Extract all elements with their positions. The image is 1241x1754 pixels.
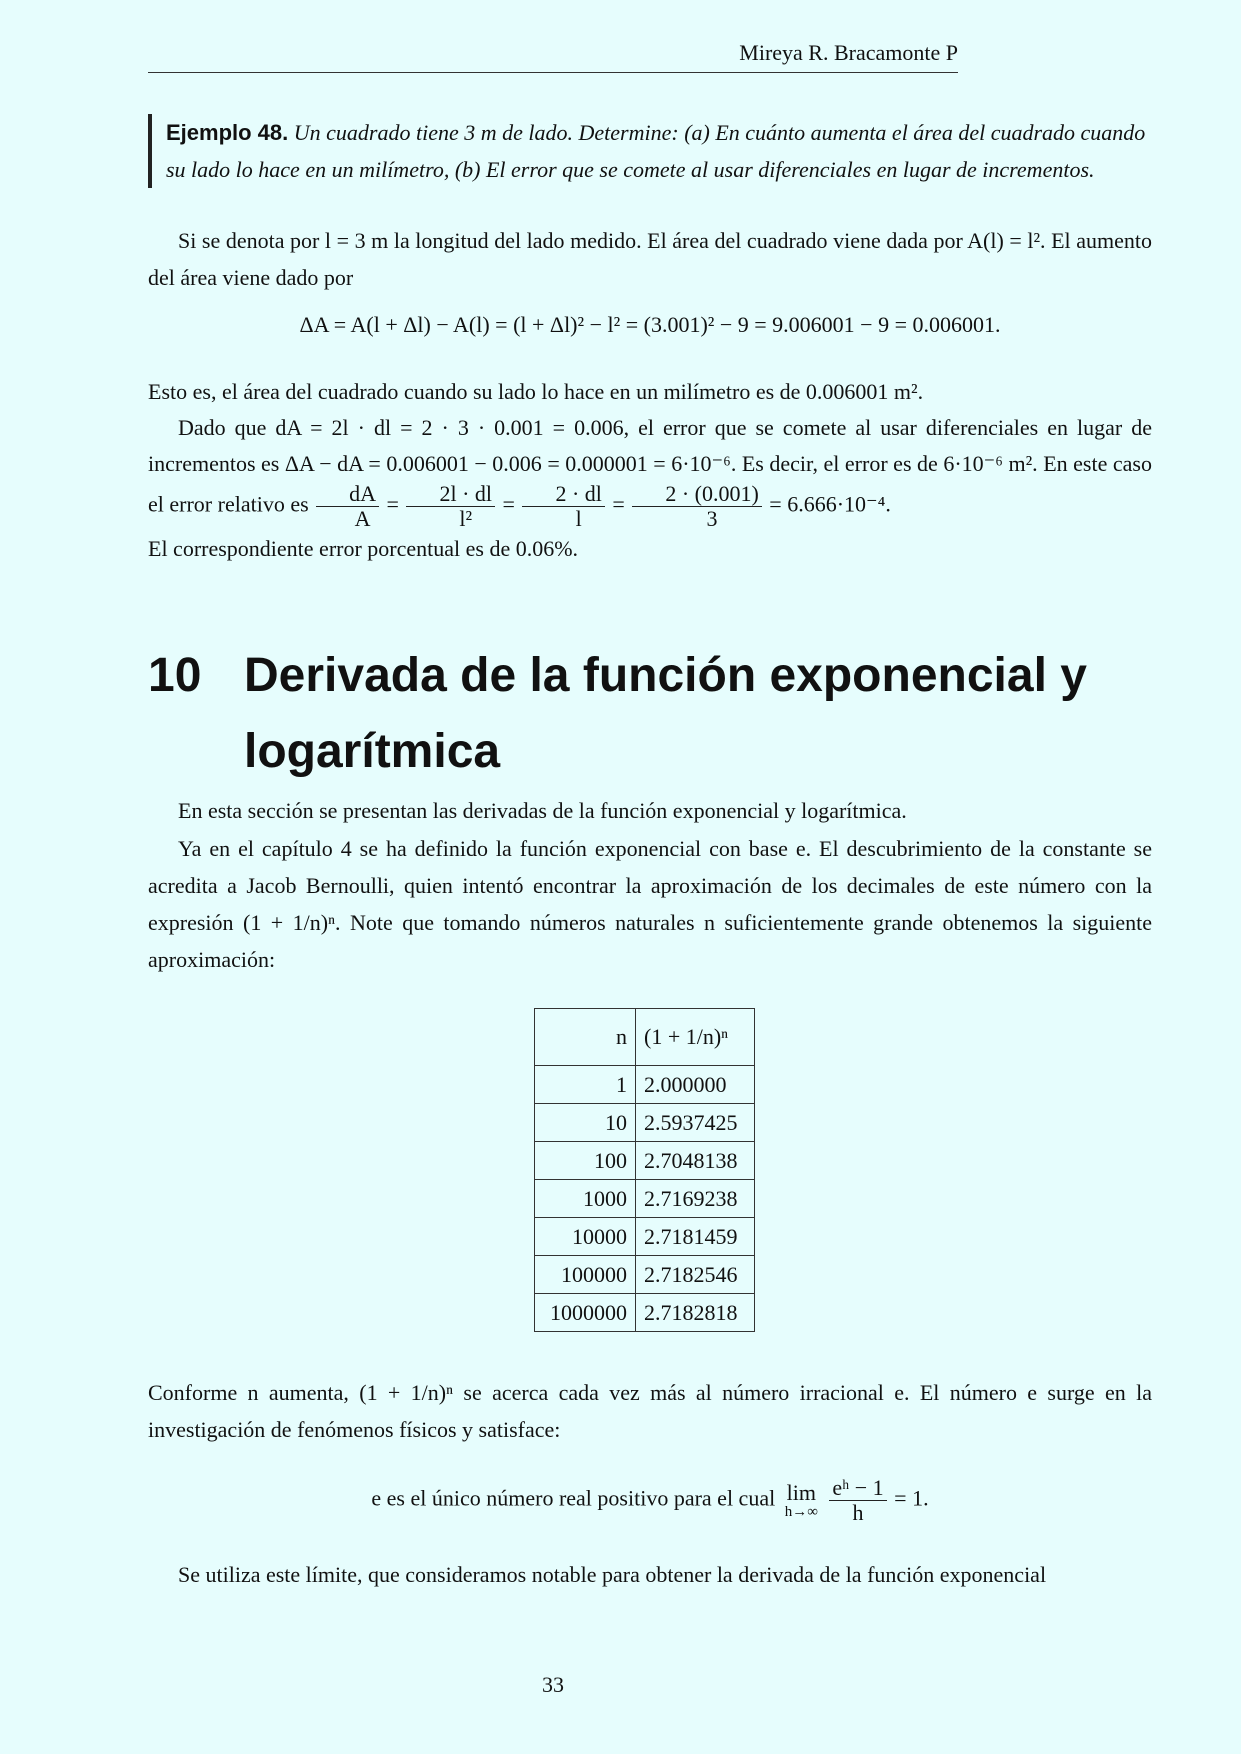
paragraph-3: Dado que dA = 2l · dl = 2 · 3 · 0.001 = 0.006, el error que se comete al usar diferenciales en lugar de incrementos es ΔA − dA = 0.006001 − 0.006 = 0.000001 = 6·10⁻⁶. Es decir, el error es de 6·10⁻⁶ m². En este caso el error relativo es $\frac{dA}{A}$ = $\frac{2l \cdot dl}{\text{l²}}$ = $\frac{2 \cdot dl}{l}$ = $\frac{2 \cdot (0.001)}{3}$ = 6.666·10⁻⁴. El correspondiente error porcentual es de 0.06%.	[148, 410, 1152, 567]
table-row	[535, 1180, 755, 1218]
cell-value: 2.7182818	[636, 1294, 755, 1332]
table-row	[535, 1218, 755, 1256]
cell-n: 1	[535, 1066, 636, 1104]
cell-value: 2.7181459	[636, 1218, 755, 1256]
table-row	[535, 1256, 755, 1294]
fraction-2ldl-l2	[406, 482, 495, 531]
fraction-denominator: l²	[459, 506, 473, 531]
paragraph-4: En esta sección se presentan las derivadas de la función exponencial y logarítmica.	[178, 798, 907, 823]
cell-value: 2.7048138	[636, 1142, 755, 1180]
relative-error-result: = 6.666·10⁻⁴.	[769, 491, 891, 517]
fraction-numerator: dA	[316, 482, 379, 507]
fraction-2dl-l	[522, 482, 604, 531]
fraction-denominator: l	[575, 506, 582, 531]
running-header: Mireya R. Bracamonte P	[148, 40, 958, 73]
table-row	[535, 1066, 755, 1104]
paragraph-2: Esto es, el área del cuadrado cuando su lado lo hace en un milímetro es de 0.006001 m².	[148, 379, 924, 404]
lim-label: lim	[786, 1479, 816, 1505]
paragraph-7: Se utiliza este límite, que consideramos notable para obtener la derivada de la función exponencial	[178, 1562, 1047, 1587]
cell-value: 2.7182546	[636, 1256, 755, 1294]
example-label: Ejemplo 48.	[166, 120, 289, 145]
fraction-numerator: 2l · dl	[406, 482, 495, 507]
paragraph-5	[148, 830, 1152, 978]
limit-equation-text: e es el único número real positivo para el cual	[371, 1485, 776, 1511]
fraction-numerator: 2 · (0.001)	[632, 482, 761, 507]
column-header-expression: (1 + 1/n)ⁿ	[636, 1009, 755, 1066]
example-box	[148, 114, 1156, 188]
cell-value: 2.5937425	[636, 1104, 755, 1142]
column-header-n: n	[535, 1009, 636, 1066]
limit-expression: (1 + 1/n)ⁿ	[359, 1380, 454, 1405]
fraction-numerator: eʰ − 1	[829, 1476, 886, 1501]
percent-error-text: El correspondiente error porcentual es de 0.06%.	[148, 536, 579, 561]
paragraph-6-text-b: se acerca cada vez más al número irracional e. El número e surge en la investigación de fenómenos físicos y satisface:	[148, 1380, 1152, 1442]
fraction-denominator: 3	[706, 506, 718, 531]
table-row	[535, 1294, 755, 1332]
lim-subscript: h→∞	[784, 1503, 818, 1520]
cell-n: 1000000	[535, 1294, 636, 1332]
limit-equation	[148, 1476, 1152, 1525]
table-row	[535, 1104, 755, 1142]
equation-delta-area: ΔA = A(l + Δl) − A(l) = (l + Δl)² − l² = (3.001)² − 9 = 9.006001 − 9 = 0.006001.	[299, 312, 1001, 337]
cell-value: 2.000000	[636, 1066, 755, 1104]
cell-n: 100000	[535, 1256, 636, 1294]
fraction-dA-A	[316, 482, 379, 531]
cell-n: 10	[535, 1104, 636, 1142]
limit-fraction	[829, 1476, 886, 1525]
paragraph-5-text-a: Ya en el capítulo 4 se ha definido la función exponencial con base e. El descubrimiento de la constante se acredita a Jacob Bernoulli, quien intentó encontrar la aproximación de los decimales de este número con la expresión	[148, 836, 1152, 935]
cell-n: 10000	[535, 1218, 636, 1256]
bernoulli-expression: (1 + 1/n)ⁿ	[243, 910, 336, 935]
cell-n: 100	[535, 1142, 636, 1180]
fraction-denominator: A	[354, 506, 371, 531]
example-text: Un cuadrado tiene 3 m de lado. Determine: (a) En cuánto aumenta el área del cuadrado cuando su lado lo hace en un milímetro, (b) El error que se comete al usar diferenciales en lugar de incrementos.	[166, 120, 1146, 182]
limit-equals: = 1.	[894, 1485, 929, 1511]
paragraph-5-text-b: . Note que tomando números naturales n suficientemente grande obtenemos la siguiente aproximación:	[148, 910, 1153, 972]
paragraph-6-text-a: Conforme n aumenta,	[148, 1380, 349, 1405]
fraction-numerator: 2 · dl	[522, 482, 604, 507]
paragraph-1: Si se denota por l = 3 m la longitud del lado medido. El área del cuadrado viene dada por A(l) = l². El aumento del área viene dado por	[148, 228, 1152, 290]
paragraph-6	[148, 1374, 1152, 1448]
cell-value: 2.7169238	[636, 1180, 755, 1218]
section-title: Derivada de la función exponencial y logarítmica	[244, 649, 1087, 778]
cell-n: 1000	[535, 1180, 636, 1218]
table-row	[535, 1142, 755, 1180]
section-number: 10	[148, 649, 202, 702]
approximation-table	[534, 1008, 755, 1332]
fraction-value	[632, 482, 761, 531]
fraction-denominator: h	[852, 1500, 864, 1525]
paragraph-3-text: Dado que dA = 2l · dl = 2 · 3 · 0.001 = 0.006, el error que se comete al usar diferenciales en lugar de incrementos es ΔA − dA = 0.006001 − 0.006 = 0.000001 = 6·10⁻⁶. Es decir, el error es de 6·10⁻⁶ m². En este caso el error relativo es	[148, 415, 1152, 517]
limit-operator	[784, 1479, 818, 1520]
table-header-row	[535, 1009, 755, 1066]
page-number: 33	[542, 1672, 564, 1697]
